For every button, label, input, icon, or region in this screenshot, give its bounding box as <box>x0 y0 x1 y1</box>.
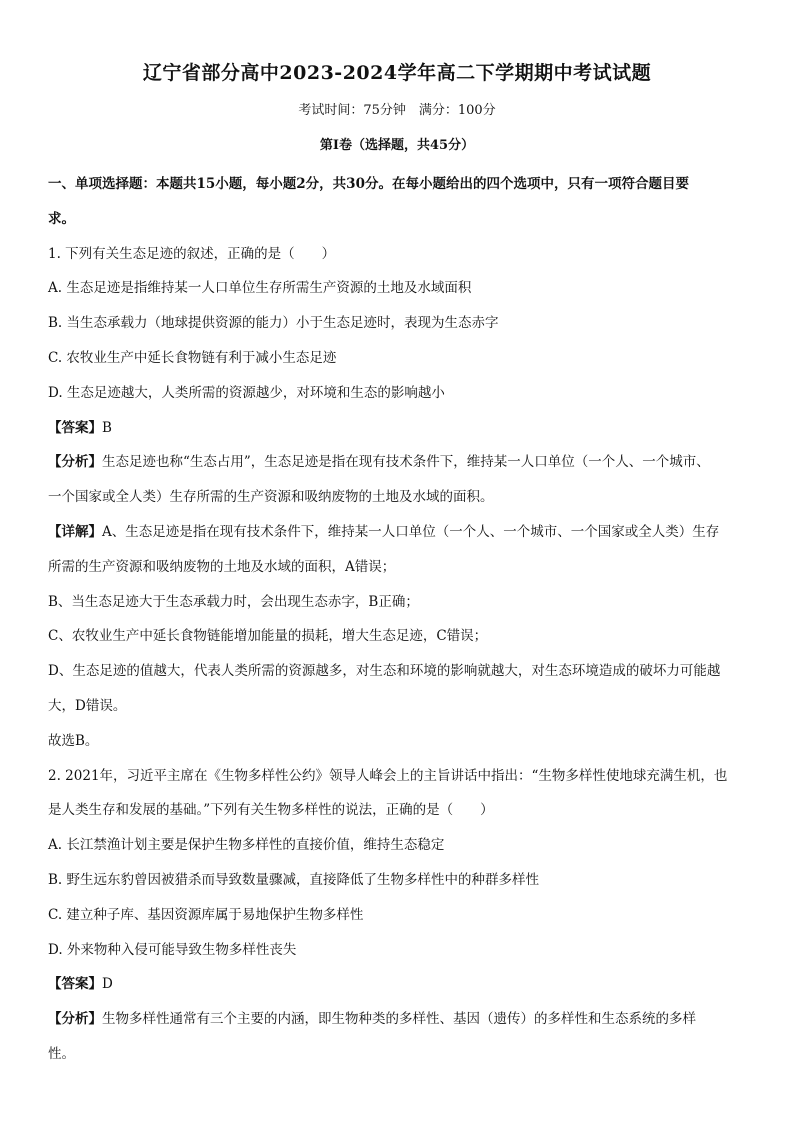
answer-value: B <box>102 419 112 436</box>
q1-detail-line-3: B、当生态足迹大于生态承载力时，会出现生态赤字，B正确； <box>48 593 419 610</box>
q2-stem-line-2: 是人类生存和发展的基础。”下列有关生物多样性的说法，正确的是（ ） <box>48 802 494 819</box>
q1-conclusion: 故选B。 <box>48 732 99 749</box>
q1-option-a: A. 生态足迹是指维持某一人口单位生存所需生产资源的土地及水域面积 <box>48 280 472 297</box>
answer-value: D <box>102 976 113 993</box>
q2-analysis-line-1 <box>48 1002 746 1037</box>
q1-detail-line-2: 所需的生产资源和吸纳废物的土地及水域的面积，A错误； <box>48 558 396 575</box>
q2-option-d: D. 外来物种入侵可能导致生物多样性丧失 <box>48 941 297 958</box>
q1-detail-line-1 <box>48 515 746 550</box>
analysis-tag: 【分析】 <box>48 454 102 471</box>
q1-analysis-line-2: 一个国家或全人类）生存所需的生产资源和吸纳废物的土地及水域的面积。 <box>48 489 494 506</box>
q2-option-c: C. 建立种子库、基因资源库属于易地保护生物多样性 <box>48 906 364 923</box>
q2-option-a: A. 长江禁渔计划主要是保护生物多样性的直接价值，维持生态稳定 <box>48 837 445 854</box>
q2-stem-line-1: 2. 2021年，习近平主席在《生物多样性公约》领导人峰会上的主旨讲话中指出：“生物多样性使地球充满生机，也 <box>48 767 728 784</box>
q1-option-d: D. 生态足迹越大，人类所需的资源越少，对环境和生态的影响越小 <box>48 384 445 401</box>
q2-answer <box>48 967 746 1002</box>
q2-analysis-line-2: 性。 <box>48 1045 75 1062</box>
analysis-text: 生态足迹也称“生态占用”，生态足迹是指在现有技术条件下，维持某一人口单位（一个人、一个城市、 <box>102 454 710 471</box>
q1-option-b: B. 当生态承载力（地球提供资源的能力）小于生态足迹时，表现为生态赤字 <box>48 315 499 332</box>
document-title: 辽宁省部分高中2023-2024学年高二下学期期中考试试题 <box>142 62 652 84</box>
instructions-line-2: 求。 <box>48 210 75 227</box>
analysis-tag: 【分析】 <box>48 1011 102 1028</box>
q1-option-c: C. 农牧业生产中延长食物链有利于减小生态足迹 <box>48 349 337 366</box>
exam-meta: 考试时间：75分钟 满分：100分 <box>298 103 496 118</box>
q1-detail-line-6: 大，D错误。 <box>48 697 127 714</box>
q1-stem: 1. 下列有关生态足迹的叙述，正确的是（ ） <box>48 245 336 262</box>
analysis-text: 生物多样性通常有三个主要的内涵，即生物种类的多样性、基因（遗传）的多样性和生态系统的多样 <box>102 1011 696 1028</box>
q1-answer <box>48 411 746 446</box>
detail-tag: 【详解】 <box>48 523 102 540</box>
answer-tag: 【答案】 <box>48 976 102 993</box>
q1-detail-line-5: D、生态足迹的值越大，代表人类所需的资源越多，对生态和环境的影响就越大，对生态环境造成的破坏力可能越 <box>48 663 721 680</box>
section-heading: 第Ⅰ卷（选择题，共45分） <box>319 138 475 153</box>
instructions-line-1: 一、单项选择题：本题共15小题，每小题2分，共30分。在每小题给出的四个选项中，只有一项符合题目要 <box>48 176 689 192</box>
q1-detail-line-4: C、农牧业生产中延长食物链能增加能量的损耗，增大生态足迹，C错误； <box>48 628 488 645</box>
answer-tag: 【答案】 <box>48 419 102 436</box>
q1-analysis-line-1 <box>48 445 746 480</box>
q2-option-b: B. 野生远东豹曾因被猎杀而导致数量骤减，直接降低了生物多样性中的种群多样性 <box>48 871 540 888</box>
detail-text: A、生态足迹是指在现有技术条件下，维持某一人口单位（一个人、一个城市、一个国家或全人类）生存 <box>102 523 720 540</box>
